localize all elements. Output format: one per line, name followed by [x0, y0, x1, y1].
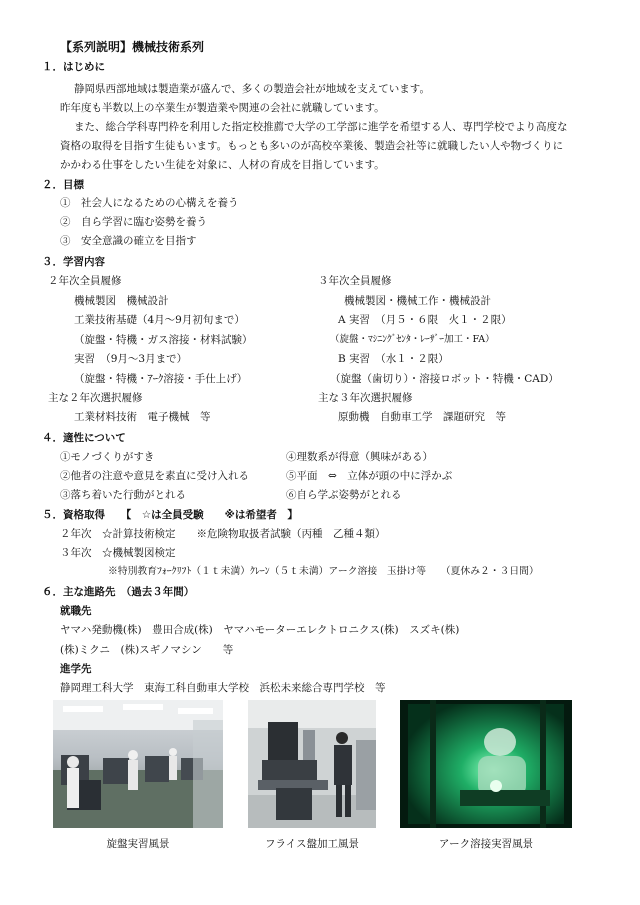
year2-elective: 工業材料技術 電子機械 等: [74, 411, 211, 423]
year2-line: （旋盤・特機・ｱｰｸ溶接・手仕上げ）: [74, 373, 248, 385]
lathe-practice-photo: [53, 700, 223, 828]
section-6-heading: ６．主な進路先 （過去３年間）: [42, 586, 195, 598]
intro-paragraph-3a: また、総合学科専門枠を利用した指定校推薦で大学の工学部に進学を希望する人、専門学校でより高度な: [74, 121, 568, 133]
year2-line: 実習 （9月～3月まで）: [74, 353, 188, 365]
qualification-line: ※特別教育ﾌｫｰｸﾘﾌﾄ（１ｔ未満）ｸﾚｰﾝ（５ｔ未満）アーク溶接 玉掛け等 （夏休み２・３日間）: [108, 566, 539, 577]
goal-item: ① 社会人になるための心構えを養う: [60, 197, 239, 209]
qualification-line: ３年次 ☆機械製図検定: [60, 547, 176, 559]
aptitude-item: ④理数系が得意（興味がある）: [286, 451, 433, 463]
further-education-heading: 進学先: [60, 663, 92, 675]
intro-paragraph-1: 静岡県西部地域は製造業が盛んで、多くの製造会社が地域を支えています。: [74, 83, 430, 95]
lathe-practice-caption: 旋盤実習風景: [106, 838, 170, 850]
milling-machine-photo: [248, 700, 376, 828]
year2-line: 工業技術基礎（4月～9月初旬まで）: [74, 314, 245, 326]
intro-paragraph-3c: かかわる仕事をしたい生徒を対象に、人材の育成を目指しています。: [60, 159, 385, 171]
year2-required-heading: ２年次全員履修: [48, 275, 122, 287]
aptitude-item: ③落ち着いた行動がとれる: [60, 489, 186, 501]
employment-heading: 就職先: [60, 605, 92, 617]
year3-elective: 原動機 自動車工学 課題研究 等: [338, 411, 506, 423]
milling-machine-caption: フライス盤加工風景: [264, 838, 360, 850]
employment-list: (株)ミクニ (株)スギノマシン 等: [60, 644, 234, 656]
aptitude-item: ②他者の注意や意見を素直に受け入れる: [60, 470, 249, 482]
qualification-line: ２年次 ☆計算技術検定 ※危険物取扱者試験（丙種 乙種４類）: [60, 528, 386, 540]
page-title: 【系列説明】機械技術系列: [60, 40, 205, 54]
year3-line: 機械製図・機械工作・機械設計: [344, 295, 491, 307]
section-3-heading: ３．学習内容: [42, 256, 105, 268]
year2-elective-heading: 主な２年次選択履修: [48, 392, 143, 404]
aptitude-item: ①モノづくりがすき: [60, 451, 155, 463]
year2-line: （旋盤・特機・ガス溶接・材料試験）: [74, 334, 253, 346]
year3-elective-heading: 主な３年次選択履修: [318, 392, 413, 404]
goal-item: ③ 安全意識の確立を目指す: [60, 235, 197, 247]
year3-required-heading: ３年次全員履修: [318, 275, 392, 287]
section-1-heading: １．はじめに: [42, 61, 105, 73]
further-education-list: 静岡理工科大学 東海工科自動車大学校 浜松未来総合専門学校 等: [60, 682, 386, 694]
year2-line: 機械製図 機械設計: [74, 295, 169, 307]
section-5-heading: ５．資格取得 【 ☆は全員受験 ※は希望者 】: [42, 509, 298, 521]
aptitude-item: ⑤平面 ⇔ 立体が頭の中に浮かぶ: [286, 470, 453, 482]
employment-list: ヤマハ発動機(株) 豊田合成(株) ヤマハモーターエレクトロニクス(株) スズキ(株): [60, 624, 460, 636]
section-2-heading: ２．目標: [42, 179, 84, 191]
year3-line: （旋盤・ﾏｼﾆﾝｸﾞｾﾝﾀ・ﾚｰｻﾞｰ加工・FA）: [330, 334, 495, 345]
goal-item: ② 自ら学習に臨む姿勢を養う: [60, 216, 207, 228]
intro-paragraph-3b: 資格の取得を目指す生徒もいます。もっとも多いのが高校卒業後、製造会社等に就職したい人や物づくりに: [60, 140, 564, 152]
arc-welding-caption: アーク溶接実習風景: [438, 838, 534, 850]
intro-paragraph-2: 昨年度も半数以上の卒業生が製造業や関連の会社に就職しています。: [60, 102, 385, 114]
section-4-heading: ４．適性について: [42, 432, 126, 444]
aptitude-item: ⑥自ら学ぶ姿勢がとれる: [286, 489, 402, 501]
arc-welding-photo: [400, 700, 572, 828]
year3-line: （旋盤（歯切り）・溶接ロボット・特機・CAD）: [330, 373, 559, 385]
year3-line: B 実習 （水１・２限）: [338, 353, 449, 365]
year3-line: A 実習 （月５・６限 火１・２限）: [338, 314, 512, 326]
